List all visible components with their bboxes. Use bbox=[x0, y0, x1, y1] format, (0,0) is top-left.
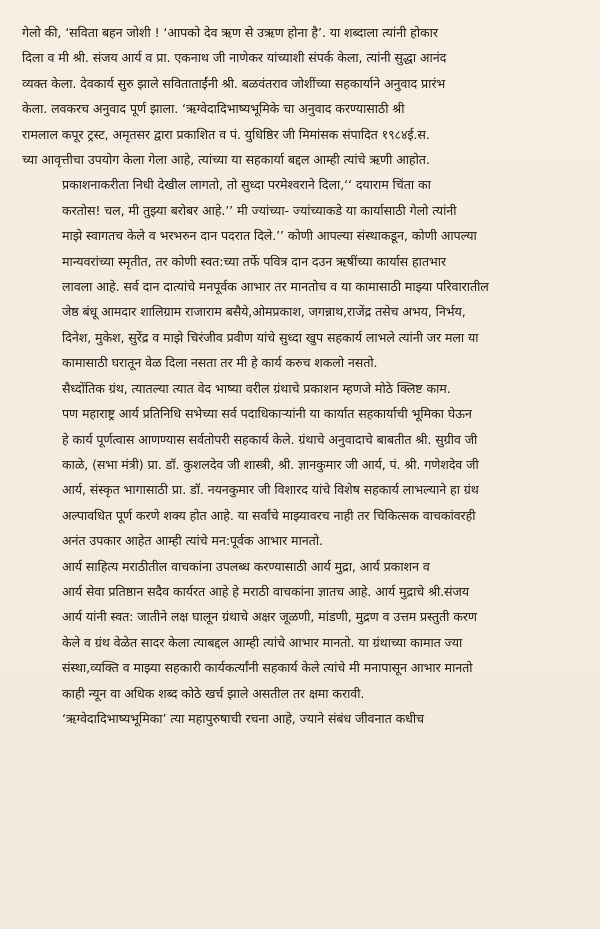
text-line: पण महाराष्ट्र आर्य प्रतिनिधि सभेच्या सर्व पदाधिकाऱ्यांनी या कार्यात सहकार्याची भूमिका घेऊन bbox=[62, 406, 472, 422]
text-line: मान्यवरांच्या स्मृतीत, तर कोणी स्वत:च्या तर्फे पवित्र दान दउन ऋषींच्या कार्यास हातभार bbox=[62, 253, 446, 269]
paragraph bbox=[22, 172, 584, 375]
text-line: माझे स्वागतच केले व भरभरुन दान पदरात दिले.’’ कोणी आपल्या संस्थाकडून, कोणी आपल्या bbox=[62, 228, 477, 244]
text-line: सैध्दोंतिक ग्रंथ, त्यातल्या त्यात वेद भाष्या वरील ग्रंथाचे प्रकाशन म्हणजे मोठे क्लिष्ट काम. bbox=[62, 380, 451, 396]
text-line: लावला आहे. सर्व दान दात्यांचे मनपूर्वक आभार तर मानतोच व या कामासाठी माझ्या परिवारातील bbox=[62, 279, 489, 295]
text-line: काही न्यून वा अधिक शब्द कोठे खर्च झाले असतील तर क्षमा करावी. bbox=[62, 685, 365, 701]
text-line: केले व ग्रंथ वेळेत सादर केला त्याबद्दल आम्ही त्यांचे आभार मानतो. या ग्रंथाच्या कामात ज्या bbox=[62, 634, 463, 650]
text-line: कामासाठी घरातून वेळ दिला नसता तर मी हे कार्य करुच शकलो नसतो. bbox=[62, 355, 378, 371]
text-line: आर्य, संस्कृत भागासाठी प्रा. डॉ. नयनकुमार जी विशारद यांचे विशेष सहकार्य लाभल्याने हा ग्रंथ bbox=[62, 482, 479, 498]
text-line: अनंत उपकार आहेत आम्ही त्यांचे मन:पूर्वक आभार मानतो. bbox=[62, 533, 323, 549]
text-line: गेलो की, ‘सविता बहन जोशी ! ‘आपको देव ऋण से उऋण होना है’. या शब्दाला त्यांनी होकार bbox=[22, 25, 438, 40]
text-line: केला. लवकरच अनुवाद पूर्ण झाला. ‘ऋग्वेदादिभाष्यभूमिके चा अनुवाद करण्यासाठी श्री bbox=[22, 101, 405, 117]
text-line: प्रकाशनाकरीता निधी देखील लागतो, तो सुध्दा परमेश्वराने दिला,‘‘ दयाराम चिंता का bbox=[62, 177, 431, 193]
text-line: आर्य यांनी स्वत: जातीने लक्ष घालून ग्रंथाचे अक्षर जूळणी, मांडणी, मुद्रण व उत्तम प्रस्तुती करण bbox=[62, 609, 477, 625]
paragraph bbox=[22, 376, 584, 554]
text-line: अल्पावधित पूर्ण करणे शक्य होत आहे. या सर्वांचे माझ्यावरच नाही तर चिकित्सक वाचकांवरही bbox=[62, 507, 476, 523]
text-line: जेष्ठ बंधू आमदार शालिग्राम राजाराम बसैये,ओमप्रकाश, जगन्नाथ,राजेंद्र तसेच अभय, निर्भय, bbox=[62, 304, 466, 320]
text-line: व्यक्त केला. देवकार्य सुरु झाले सविताताईंनी श्री. बळवंतराव जोशींच्या सहकार्याने अनुवाद प्रारंभ bbox=[22, 75, 446, 91]
text-line: रामलाल कपूर ट्रस्ट, अमृतसर द्वारा प्रकाशित व पं. युधिष्ठिर जी मिमांसक संपादित १९८४ई.स. bbox=[22, 126, 430, 142]
paragraph bbox=[22, 20, 584, 172]
text-line: दिला व मी श्री. संजय आर्य व प्रा. एकनाथ जी नाणेकर यांच्याशी संपर्क केला, त्यांनी सुद्धा आनंद bbox=[22, 50, 447, 66]
text-line: ‘ऋग्वेदादिभाष्यभूमिका’ त्या महापुरुषाची रचना आहे, ज्याने संबंध जीवनात कधीच bbox=[62, 710, 424, 726]
text-line: आर्य साहित्य मराठीतील वाचकांना उपलब्ध करण्यासाठी आर्य मुद्रा, आर्य प्रकाशन व bbox=[62, 558, 430, 574]
text-line: हे कार्य पूर्णत्वास आणण्यास सर्वतोपरी सहकार्य केले. ग्रंथाचे अनुवादाचे बाबतीत श्री. सुग्रीव जी bbox=[62, 431, 478, 447]
text-line: काळे, (सभा मंत्री) प्रा. डॉ. कुशलदेव जी शास्त्री, श्री. ज्ञानकुमार जी आर्य, पं. श्री. गणेशदेव जी bbox=[62, 456, 479, 472]
text-line: दिनेश, मुकेश, सुरेंद्र व माझे चिरंजीव प्रवीण यांचे सुध्दा खुप सहकार्य लाभले त्यांनी जर मला या bbox=[62, 329, 479, 345]
paragraph bbox=[22, 706, 584, 731]
text-line: आर्य सेवा प्रतिष्ठान सदैव कार्यरत आहे हे मराठी वाचकांना ज्ञातच आहे. आर्य मुद्राचे श्री.संजय bbox=[62, 583, 469, 599]
text-line: च्या आवृत्तीचा उपयोग केला गेला आहे, त्यांच्या या सहकार्या बद्दल आम्ही त्यांचे ऋणी आहोत. bbox=[22, 152, 430, 168]
paragraph bbox=[22, 554, 584, 706]
text-line: संस्था,व्यक्ति व माझ्या सहकारी कार्यकर्त्यांनी सहकार्य केले त्यांचे मी मनापासून आभार मानतो bbox=[62, 660, 473, 676]
text-line: करतोस! चल, मी तुझ्या बरोबर आहे.’’ मी ज्यांच्या- ज्यांच्याकडे या कार्यासाठी गेलो त्यांनी bbox=[62, 202, 457, 218]
document-body bbox=[22, 20, 584, 731]
